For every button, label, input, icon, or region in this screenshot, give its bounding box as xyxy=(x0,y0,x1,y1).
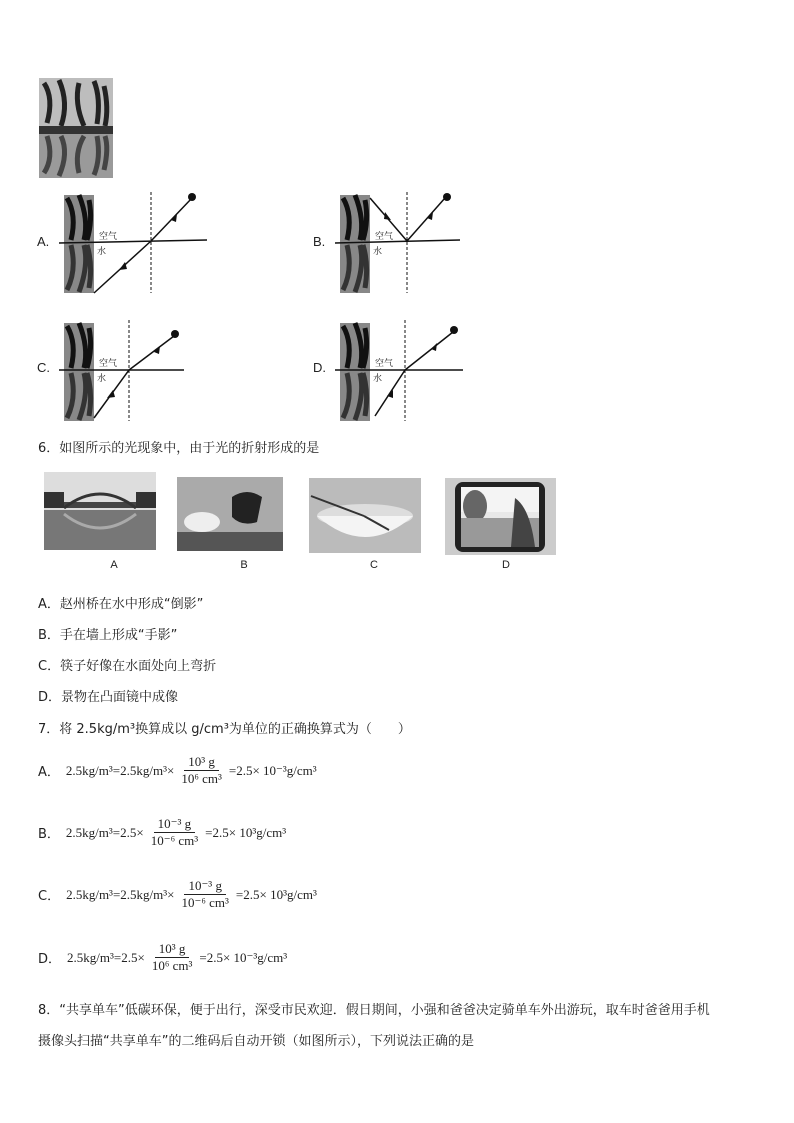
question-7-stem: 7．将 2.5kg/m³换算成以 g/cm³为单位的正确换算式为（ ） xyxy=(38,722,411,737)
water-label: 水 xyxy=(373,374,383,384)
option-label: A． xyxy=(38,765,60,780)
diagram-option-d[interactable] xyxy=(313,318,473,423)
convex-mirror-photo xyxy=(445,478,556,555)
fraction xyxy=(147,816,202,849)
denominator: 10⁻⁶ cm³ xyxy=(181,895,229,910)
answer-option-c[interactable]: C．筷子好像在水面处向上弯折 xyxy=(38,659,217,674)
numerator: 10⁻³ g xyxy=(154,816,196,833)
denominator: 10⁻⁶ cm³ xyxy=(150,833,199,848)
option-label: C． xyxy=(38,889,61,904)
answer-option-a[interactable] xyxy=(38,754,317,787)
question-6-stem: 6．如图所示的光现象中，由于光的折射形成的是 xyxy=(38,441,320,456)
option-label: A. xyxy=(37,234,50,249)
water-label: 水 xyxy=(97,247,107,257)
water-label: 水 xyxy=(97,374,107,384)
answer-option-d[interactable]: D．景物在凸面镜中成像 xyxy=(38,690,179,705)
fraction xyxy=(177,878,232,911)
answer-option-b[interactable] xyxy=(38,816,286,849)
option-label: B. xyxy=(313,234,326,249)
bridge-reflection-photo xyxy=(44,472,156,550)
formula-right: =2.5× 10³g/cm³ xyxy=(235,886,317,902)
answer-option-a[interactable]: A．赵州桥在水中形成“倒影” xyxy=(38,597,204,612)
refraction-diagram xyxy=(59,190,209,295)
answer-option-c[interactable] xyxy=(38,878,317,911)
formula-left: 2.5kg/m³=2.5× xyxy=(67,949,145,965)
air-label: 空气 xyxy=(375,359,394,369)
denominator: 10⁶ cm³ xyxy=(151,958,193,973)
hand-shadow-photo xyxy=(177,477,283,551)
diagram-option-b[interactable] xyxy=(313,190,473,295)
air-label: 空气 xyxy=(99,359,118,369)
image-caption: B xyxy=(240,559,248,571)
option-label: C. xyxy=(37,360,50,375)
fraction xyxy=(148,941,197,974)
refraction-diagram xyxy=(59,318,209,423)
air-label: 空气 xyxy=(99,232,118,242)
numerator: 10³ g xyxy=(184,754,219,771)
refraction-diagram xyxy=(335,318,485,423)
formula-right: =2.5× 10⁻³g/cm³ xyxy=(228,762,317,778)
option-label: D. xyxy=(313,360,326,375)
formula-left: 2.5kg/m³=2.5× xyxy=(65,824,144,840)
answer-option-b[interactable]: B．手在墙上形成“手影” xyxy=(38,628,178,643)
question-8-line-1: 8．“共享单车”低碳环保，便于出行，深受市民欢迎．假日期间，小强和爸爸决定骑单车外出游玩，取车时爸爸用手机 xyxy=(38,1003,710,1018)
formula-left: 2.5kg/m³=2.5kg/m³× xyxy=(65,762,175,778)
formula-left: 2.5kg/m³=2.5kg/m³× xyxy=(66,886,175,902)
fraction xyxy=(177,754,226,787)
reflection-diagram xyxy=(335,190,485,295)
diagram-option-c[interactable] xyxy=(37,318,197,423)
image-caption: D xyxy=(502,559,510,571)
formula-right: =2.5× 10⁻³g/cm³ xyxy=(199,949,288,965)
question-8-line-2: 摄像头扫描“共享单车”的二维码后自动开锁（如图所示），下列说法正确的是 xyxy=(38,1034,474,1049)
denominator: 10⁶ cm³ xyxy=(181,771,222,786)
air-label: 空气 xyxy=(375,232,394,242)
option-label: D． xyxy=(38,952,62,967)
numerator: 10⁻³ g xyxy=(184,878,226,895)
image-caption: C xyxy=(370,559,378,571)
answer-option-d[interactable] xyxy=(38,941,287,974)
chopsticks-in-bowl-photo xyxy=(309,478,421,553)
tree-reflection-photo xyxy=(39,78,113,178)
water-label: 水 xyxy=(373,247,383,257)
diagram-option-a[interactable] xyxy=(37,190,197,295)
option-label: B． xyxy=(38,827,60,842)
image-caption: A xyxy=(110,559,118,571)
numerator: 10³ g xyxy=(155,941,190,958)
formula-right: =2.5× 10³g/cm³ xyxy=(205,824,287,840)
